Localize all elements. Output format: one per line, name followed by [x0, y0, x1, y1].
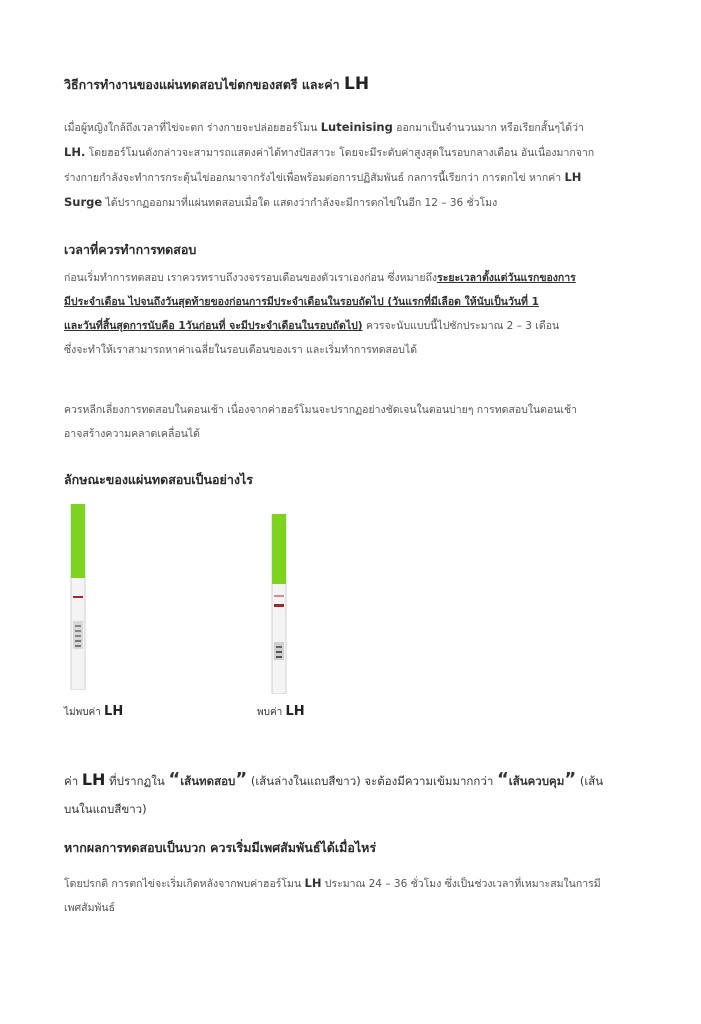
intro-line-4	[64, 190, 642, 215]
strip-mark	[75, 645, 81, 647]
intercourse-paragraph	[64, 871, 642, 920]
when-paragraph	[64, 266, 642, 362]
positive-test-strip	[271, 514, 291, 694]
underlined-text: ระยะเวลาตั้งแต่วันแรกของการ	[437, 272, 576, 284]
strip-mark	[75, 640, 81, 642]
quote-mark: “	[168, 769, 181, 790]
text: (เส้นล่างในแถบสีขาว) จะต้องมีความเข้มมากกว่า	[247, 774, 497, 788]
when-line-2	[64, 290, 642, 314]
section-heading-intercourse: หากผลการทดสอบเป็นบวก ควรเริ่มมีเพศสัมพันธ์ได้เมื่อไหร่	[64, 840, 377, 855]
lh-note-line-1	[64, 766, 644, 795]
when-line-3	[64, 314, 642, 338]
lh-term: LH	[564, 170, 582, 184]
caption-text: พบค่า	[257, 707, 286, 718]
strip-green-handle	[272, 514, 286, 584]
text: ได้ปรากฏออกมาที่แผ่นทดสอบเมื่อใด แสดงว่ากำลังจะมีการตกไข่ในอีก 12 – 36 ชั่วโมง	[102, 197, 498, 209]
text: โดยฮอร์โมนดังกล่าวจะสามารถแสดงค่าได้ทางปัสสาวะ โดยจะมีระดับค่าสูงสุดในรอบกลางเดือน อันเนื่องมากจาก	[85, 147, 595, 159]
text: เมื่อผู้หญิงใกล้ถึงเวลาที่ไข่จะตก ร่างกายจะปล่อยฮอร์โมน	[64, 122, 321, 134]
positive-caption	[257, 704, 305, 720]
text: ค่า	[64, 774, 82, 788]
control-line-term: เส้นควบคุม	[508, 774, 565, 788]
luteinising-term: Luteinising	[320, 120, 393, 134]
text: (เส้น	[576, 774, 604, 788]
strip-mark	[75, 625, 81, 627]
strip-mark	[276, 646, 282, 648]
page-title	[64, 74, 369, 95]
caption-lh: LH	[285, 704, 305, 719]
text: ก่อนเริ่มทำการทดสอบ เราควรทราบถึงวงจรรอบเดือนของตัวเราเองก่อน ซึ่งหมายถึง	[64, 272, 438, 284]
strip-mark	[75, 630, 81, 632]
avoid-line-2: อาจสร้างความคลาดเคลื่อนได้	[64, 428, 200, 440]
avoid-line-1: ควรหลีกเลี่ยงการทดสอบในตอนเช้า เนื่องจากค่าฮอร์โมนจะปรากฏอย่างชัดเจนในตอนบ่ายๆ การทดสอบในตอนเช้า	[64, 404, 578, 416]
avoid-paragraph	[64, 398, 642, 446]
surge-term: Surge	[64, 195, 103, 209]
text: ที่ปรากฏใน	[105, 774, 169, 788]
control-line	[73, 596, 83, 598]
quote-mark: ”	[564, 769, 577, 790]
section-heading-strip: ลักษณะของแผ่นทดสอบเป็นอย่างไร	[64, 472, 253, 487]
intro-paragraph	[64, 115, 642, 215]
underlined-text: และวันที่สิ้นสุดการนับคือ 1วันก่อนที่ จะมีประจำเดือนในรอบถัดไป)	[64, 320, 363, 332]
when-line-1	[64, 266, 642, 290]
caption-text: ไม่พบค่า	[64, 707, 105, 718]
test-line-term: เส้นทดสอบ	[180, 774, 236, 788]
page-title-text: วิธีการทำงานของแผ่นทดสอบไข่ตกของสตรี และค่า	[64, 77, 345, 92]
text: ร่างกายกำลังจะทำการกระตุ้นไข่ออกมาจากรังไข่เพื่อพร้อมต่อการปฏิสัมพันธ์ กลการนี้เรียกว่า การตกไข่ หากค่า	[64, 172, 565, 184]
lh-term: LH.	[64, 145, 86, 159]
quote-mark: ”	[235, 769, 248, 790]
lh-note-line-2: บนในแถบสีขาว)	[64, 802, 147, 816]
quote-mark: “	[496, 769, 509, 790]
control-line	[274, 595, 284, 597]
caption-lh: LH	[104, 704, 124, 719]
underlined-text: มีประจำเดือน ไปจนถึงวันสุดท้ายของก่อนการมีประจำเดือนในรอบถัดไป (วันแรกที่มีเลือด ให้นับเป็นวันที่ 1	[64, 296, 539, 308]
intro-line-1	[64, 115, 642, 140]
lh-term: LH	[304, 876, 322, 890]
text: โดยปรกติ การตกไข่จะเริ่มเกิดหลังจากพบค่าฮอร์โมน	[64, 878, 305, 890]
negative-test-strip	[70, 504, 90, 690]
strip-mark	[276, 651, 282, 653]
intro-line-3	[64, 165, 642, 190]
intercourse-line-1	[64, 871, 642, 896]
intercourse-line-2: เพศสัมพันธ์	[64, 902, 116, 914]
negative-caption	[64, 704, 123, 720]
when-line-4: ซึ่งจะทำให้เราสามารถหาค่าเฉลี่ยในรอบเดือนของเรา และเริ่มทำการทดสอบได้	[64, 344, 418, 356]
test-line	[274, 604, 284, 607]
intro-line-2	[64, 140, 642, 165]
lh-note-paragraph	[64, 766, 644, 823]
text: ควรจะนับแบบนี้ไปซักประมาณ 2 – 3 เดือน	[362, 320, 560, 332]
lh-term: LH	[81, 770, 106, 789]
strip-mark	[276, 656, 282, 658]
text: ออกมาเป็นจำนวนมาก หรือเรียกสั้นๆได้ว่า	[392, 122, 584, 134]
strip-mark	[75, 635, 81, 637]
section-heading-when: เวลาที่ควรทำการทดสอบ	[64, 242, 197, 257]
page-title-lh: LH	[344, 74, 370, 94]
text: ประมาณ 24 – 36 ชั่วโมง ซึ่งเป็นช่วงเวลาที่เหมาะสมในการมี	[321, 878, 601, 890]
strip-green-handle	[71, 504, 85, 578]
